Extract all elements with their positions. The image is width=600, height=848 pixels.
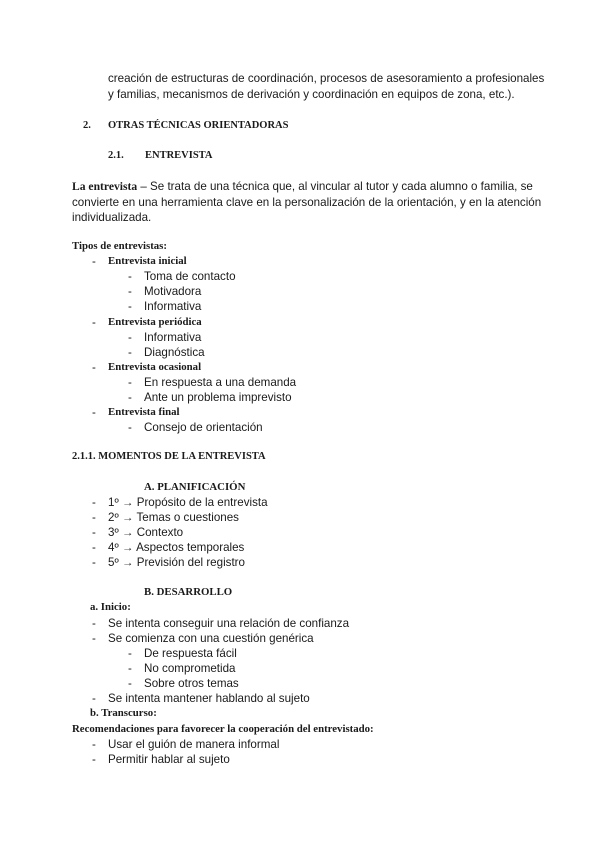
tipo-periodica: Entrevista periódica	[108, 316, 202, 328]
list-item: Informativa	[144, 300, 202, 313]
definition-text: – Se trata de una técnica que, al vincular al tutor y cada alumno o familia, se	[137, 180, 533, 193]
bullet-dash	[92, 511, 96, 524]
list-item: Diagnóstica	[144, 346, 205, 359]
tipo-inicial: Entrevista inicial	[108, 255, 187, 267]
list-item: Usar el guión de manera informal	[108, 738, 280, 751]
list-item: Motivadora	[144, 285, 202, 298]
list-item: Consejo de orientación	[144, 421, 263, 434]
intro-line-2: y familias, mecanismos de derivación y coordinación en equipos de zona, etc.).	[108, 88, 515, 101]
section-2-number: 2.	[83, 120, 91, 131]
definition-line-3: individualizada.	[72, 211, 152, 224]
list-item: Permitir hablar al sujeto	[108, 753, 230, 766]
list-item: 5º → Previsión del registro	[108, 556, 245, 569]
bullet-dash	[92, 692, 96, 705]
list-item: Se intenta conseguir una relación de confianza	[108, 617, 350, 630]
bullet-dash	[92, 406, 96, 419]
planificacion-heading: A. PLANIFICACIÓN	[144, 481, 246, 493]
list-item: Se comienza con una cuestión genérica	[108, 632, 314, 645]
definition-line-1	[72, 180, 533, 193]
tipos-heading: Tipos de entrevistas:	[72, 240, 167, 252]
bullet-dash	[128, 270, 132, 283]
definition-term: La entrevista	[72, 180, 138, 193]
list-item: Sobre otros temas	[144, 677, 239, 690]
list-item: Informativa	[144, 331, 202, 344]
bullet-dash	[128, 662, 132, 675]
inicio-label: a. Inicio:	[90, 601, 131, 613]
bullet-dash	[128, 421, 132, 434]
bullet-dash	[92, 361, 96, 374]
list-item: De respuesta fácil	[144, 647, 237, 660]
section-2-title: OTRAS TÉCNICAS ORIENTADORAS	[108, 120, 289, 131]
bullet-dash	[92, 526, 96, 539]
tipo-final: Entrevista final	[108, 406, 180, 418]
bullet-dash	[92, 632, 96, 645]
bullet-dash	[128, 300, 132, 313]
list-item: 3º → Contexto	[108, 526, 184, 539]
bullet-dash	[128, 391, 132, 404]
bullet-dash	[128, 647, 132, 660]
bullet-dash	[128, 376, 132, 389]
section-2-1-title: ENTREVISTA	[145, 150, 213, 161]
list-item: Toma de contacto	[144, 270, 236, 283]
bullet-dash	[92, 556, 96, 569]
bullet-dash	[92, 496, 96, 509]
bullet-dash	[128, 677, 132, 690]
bullet-dash	[128, 331, 132, 344]
bullet-dash	[128, 285, 132, 298]
list-item: Se intenta mantener hablando al sujeto	[108, 692, 310, 705]
list-item: 4º → Aspectos temporales	[108, 541, 245, 554]
tipo-ocasional: Entrevista ocasional	[108, 361, 202, 373]
bullet-dash	[92, 541, 96, 554]
intro-line-1: creación de estructuras de coordinación, procesos de asesoramiento a profesionales	[108, 72, 545, 85]
list-item: No comprometida	[144, 662, 236, 675]
list-item: 1º → Propósito de la entrevista	[108, 496, 268, 509]
section-2-1-1-title: 2.1.1. MOMENTOS DE LA ENTREVISTA	[72, 451, 266, 462]
desarrollo-heading: B. DESARROLLO	[144, 586, 233, 598]
bullet-dash	[128, 346, 132, 359]
bullet-dash	[92, 617, 96, 630]
list-item: 2º → Temas o cuestiones	[108, 511, 239, 524]
bullet-dash	[92, 316, 96, 329]
definition-line-2: convierte en una herramienta clave en la personalización de la orientación, y en la atención	[72, 196, 542, 209]
section-2-1-number: 2.1.	[108, 150, 124, 161]
bullet-dash	[92, 753, 96, 766]
bullet-dash	[92, 738, 96, 751]
recomendaciones-heading: Recomendaciones para favorecer la cooperación del entrevistado:	[72, 723, 374, 735]
bullet-dash	[92, 255, 96, 268]
list-item: Ante un problema imprevisto	[144, 391, 292, 404]
list-item: En respuesta a una demanda	[144, 376, 297, 389]
transcurso-label: b. Transcurso:	[90, 707, 157, 719]
